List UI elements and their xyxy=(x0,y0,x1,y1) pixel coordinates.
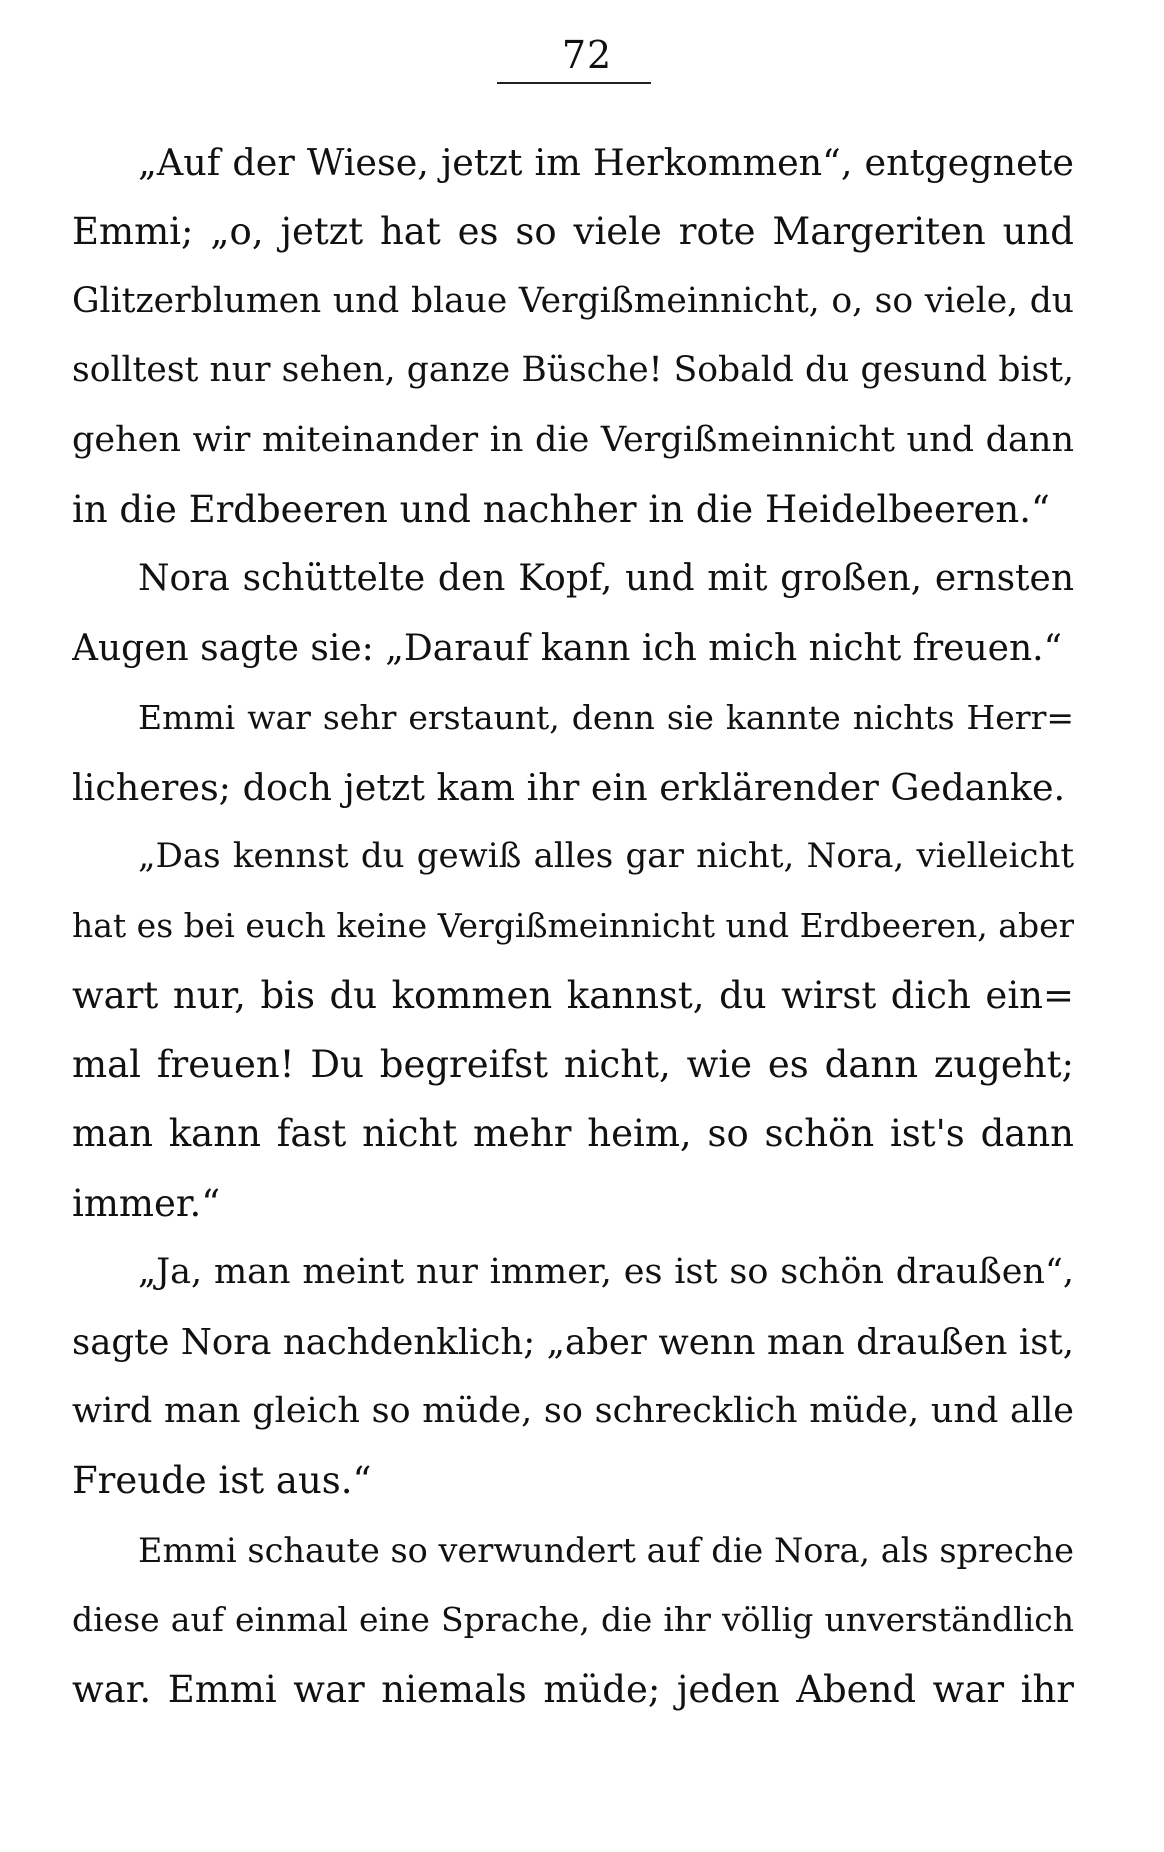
text-line: „Das kennst du gewiß alles gar nicht, Nora, vielleicht xyxy=(138,835,1074,876)
text-line: Augen sagte sie: „Darauf kann ich mich nicht freuen.“ xyxy=(72,627,1062,669)
text-line: wird man gleich so müde, so schrecklich müde, und alle xyxy=(72,1391,1074,1432)
text-line: in die Erdbeeren und nachher in die Heidelbeeren.“ xyxy=(72,487,1050,531)
text-line: mal freuen! Du begreifst nicht, wie es dann zugeht; xyxy=(72,1043,1074,1087)
text-line: „Ja, man meint nur immer, es ist so schön draußen“, xyxy=(138,1252,1074,1293)
text-line: Nora schüttelte den Kopf, und mit großen, ernsten xyxy=(138,558,1074,600)
text-line: Freude ist aus.“ xyxy=(72,1459,372,1503)
text-line: immer.“ xyxy=(72,1181,221,1225)
body-text xyxy=(72,128,1074,1724)
text-line: Glitzerblumen und blaue Vergißmeinnicht, o, so viele, du xyxy=(72,280,1074,321)
header-rule xyxy=(497,82,651,84)
text-line: man kann fast nicht mehr heim, so schön ist's dann xyxy=(72,1112,1074,1156)
page-number: 72 xyxy=(561,33,613,77)
text-line: diese auf einmal eine Sprache, die ihr völlig unverständlich xyxy=(72,1600,1074,1640)
text-line: Emmi war sehr erstaunt, denn sie kannte nichts Herr= xyxy=(138,698,1074,738)
text-line: licheres; doch jetzt kam ihr ein erklärender Gedanke. xyxy=(72,765,1066,809)
text-line: war. Emmi war niemals müde; jeden Abend war ihr xyxy=(72,1667,1074,1711)
text-line: hat es bei euch keine Vergißmeinnicht und Erdbeeren, aber xyxy=(72,906,1074,946)
text-line: sagte Nora nachdenklich; „aber wenn man draußen ist, xyxy=(72,1321,1074,1363)
text-line: Emmi schaute so verwundert auf die Nora, als spreche xyxy=(138,1530,1074,1570)
text-line: „Auf der Wiese, jetzt im Herkommen“, entgegnete xyxy=(138,141,1074,184)
text-line: gehen wir miteinander in die Vergißmeinnicht und dann xyxy=(72,419,1074,460)
text-line: solltest nur sehen, ganze Büsche! Sobald du gesund bist, xyxy=(72,350,1074,391)
text-line: Emmi; „o, jetzt hat es so viele rote Margeriten und xyxy=(72,210,1074,254)
text-line: wart nur, bis du kommen kannst, du wirst dich ein= xyxy=(72,973,1074,1017)
